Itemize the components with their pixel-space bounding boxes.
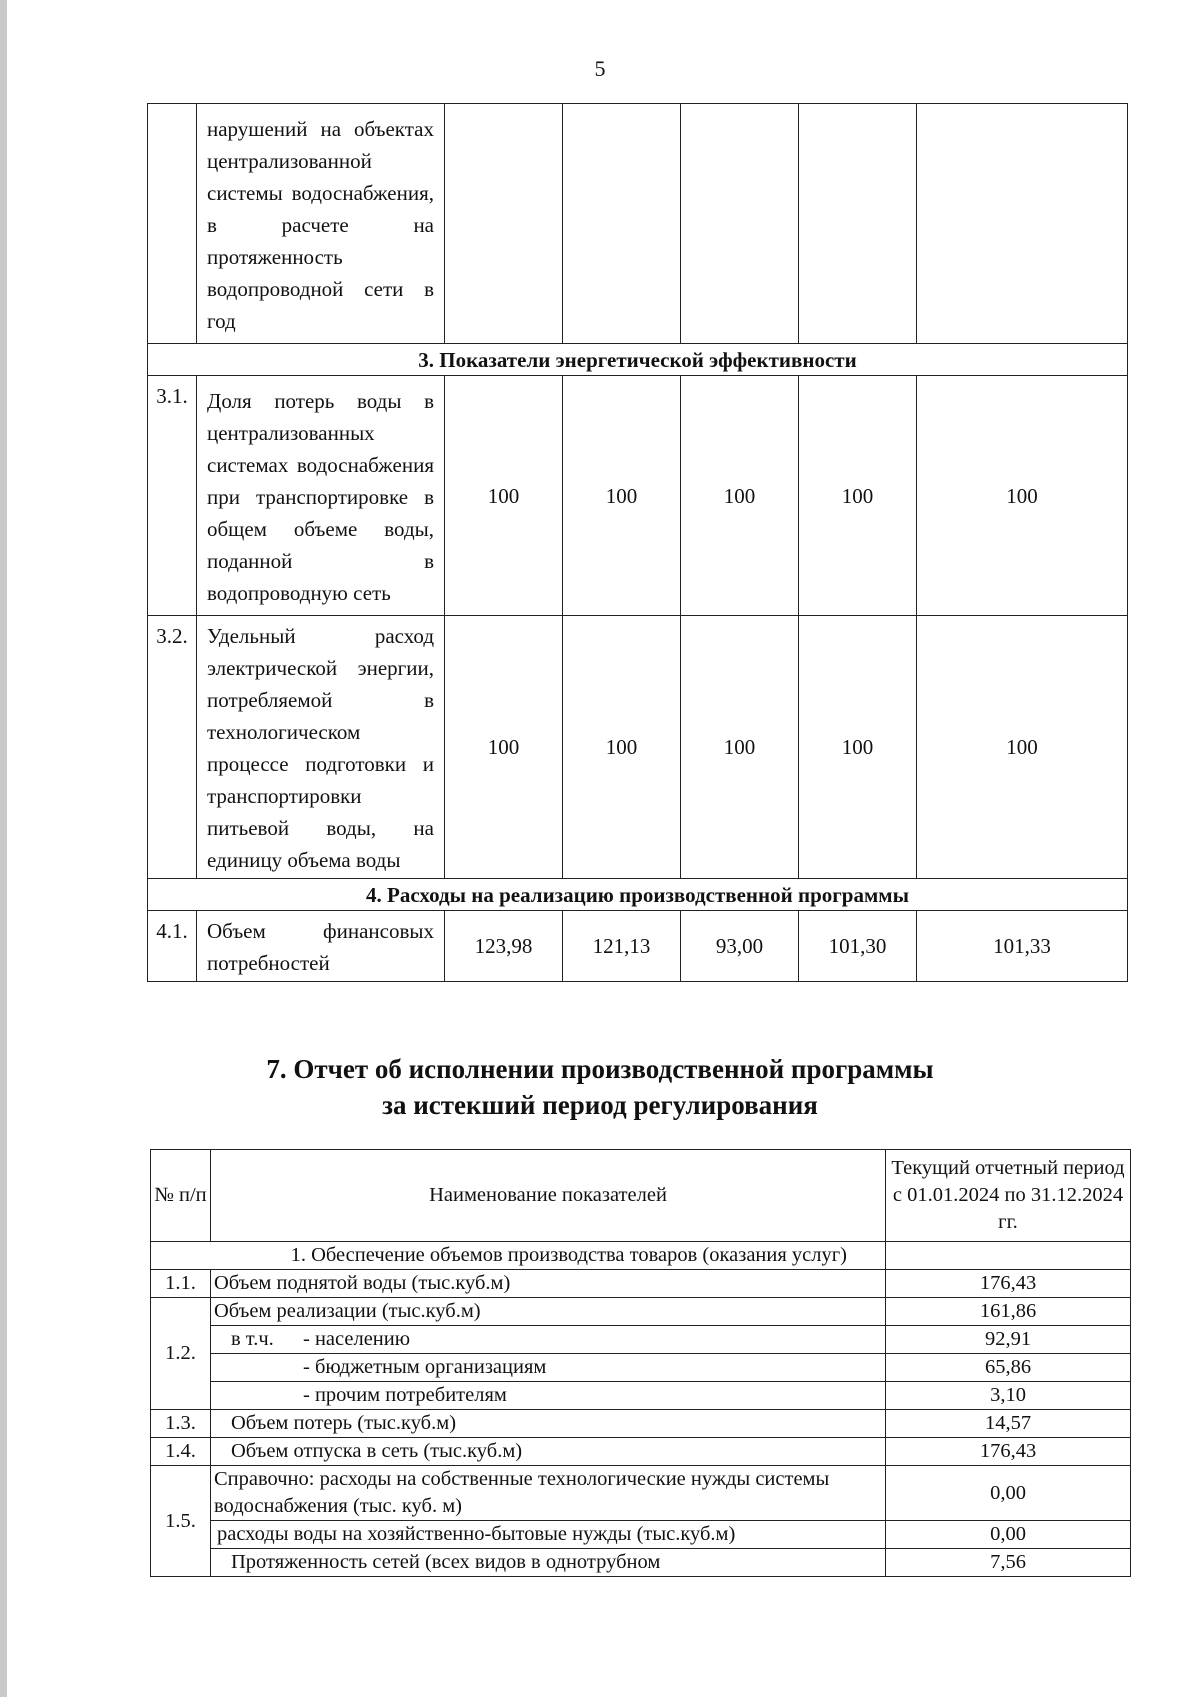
- header-name: Наименование показателей: [211, 1150, 886, 1242]
- value-cell: 100: [917, 376, 1128, 616]
- indicator-name: Объем поднятой воды (тыс.куб.м): [211, 1270, 886, 1298]
- section-title: 4. Расходы на реализацию производственной программы: [148, 879, 1128, 911]
- value-cell: [563, 104, 681, 344]
- row-number: 4.1.: [148, 911, 197, 982]
- table-row: [151, 1354, 1131, 1382]
- value-cell: [445, 104, 563, 344]
- indicator-name: Протяженность сетей (всех видов в однотрубном: [211, 1549, 886, 1577]
- indicators-table: [147, 103, 1128, 982]
- value-cell: 0,00: [886, 1466, 1131, 1521]
- value-cell: [917, 104, 1128, 344]
- group-title: 1. Обеспечение объемов производства товаров (оказания услуг): [151, 1242, 886, 1270]
- indicator-name: - прочим потребителям: [211, 1382, 886, 1410]
- row-number: 1.2.: [151, 1298, 211, 1410]
- table-row: [151, 1326, 1131, 1354]
- page-edge-shadow: [0, 0, 7, 1697]
- value-cell: 121,13: [563, 911, 681, 982]
- indicator-name: [211, 1326, 886, 1354]
- table-row: [148, 376, 1128, 616]
- table-row: [148, 104, 1128, 344]
- table-row: [151, 1549, 1131, 1577]
- value-cell: 176,43: [886, 1438, 1131, 1466]
- value-cell: 3,10: [886, 1382, 1131, 1410]
- value-cell: 100: [563, 376, 681, 616]
- value-cell: 14,57: [886, 1410, 1131, 1438]
- value-cell: 161,86: [886, 1298, 1131, 1326]
- value-cell: 123,98: [445, 911, 563, 982]
- table-row: [151, 1270, 1131, 1298]
- section-title: 3. Показатели энергетической эффективности: [148, 344, 1128, 376]
- indicator-name: Удельный расход электрической энергии, потребляемой в технологическом процессе подготовки и транспортировки питьевой воды, на единицу объема воды: [197, 616, 445, 879]
- row-number: 1.1.: [151, 1270, 211, 1298]
- indicator-name: Объем отпуска в сеть (тыс.куб.м): [211, 1438, 886, 1466]
- value-cell: 100: [681, 616, 799, 879]
- sub-item-name: - населению: [303, 1328, 411, 1350]
- value-cell: 0,00: [886, 1521, 1131, 1549]
- table-row: [148, 616, 1128, 879]
- value-cell: 100: [563, 616, 681, 879]
- value-cell: 100: [799, 376, 917, 616]
- indicator-name: нарушений на объектах централизованной системы водоснабжения, в расчете на протяженность водопроводной сети в год: [197, 104, 445, 344]
- section-row: [148, 879, 1128, 911]
- table-row: [148, 911, 1128, 982]
- value-cell: 101,33: [917, 911, 1128, 982]
- value-cell: 100: [445, 616, 563, 879]
- table-row: [151, 1410, 1131, 1438]
- table-row: [151, 1466, 1131, 1521]
- value-cell: [799, 104, 917, 344]
- indicator-name: расходы воды на хозяйственно-бытовые нужды (тыс.куб.м): [211, 1521, 886, 1549]
- header-num: № п/п: [151, 1150, 211, 1242]
- table-row: [151, 1438, 1131, 1466]
- value-cell: 100: [917, 616, 1128, 879]
- value-cell: 176,43: [886, 1270, 1131, 1298]
- table-row: [151, 1382, 1131, 1410]
- value-cell: [886, 1242, 1131, 1270]
- value-cell: [681, 104, 799, 344]
- sub-label: в т.ч.: [231, 1328, 274, 1350]
- row-number: 1.4.: [151, 1438, 211, 1466]
- table-row: [151, 1298, 1131, 1326]
- indicator-name: - бюджетным организациям: [211, 1354, 886, 1382]
- row-number: 3.2.: [148, 616, 197, 879]
- header-row: [151, 1150, 1131, 1242]
- indicator-name: Объем потерь (тыс.куб.м): [211, 1410, 886, 1438]
- row-number: 3.1.: [148, 376, 197, 616]
- page-number: 5: [594, 56, 606, 81]
- value-cell: 100: [445, 376, 563, 616]
- table-row: [151, 1521, 1131, 1549]
- report-table: [150, 1149, 1131, 1577]
- group-row: [151, 1242, 1131, 1270]
- header-period: Текущий отчетный период с 01.01.2024 по 31.12.2024 гг.: [886, 1150, 1131, 1242]
- row-number: 1.3.: [151, 1410, 211, 1438]
- indicator-name: Справочно: расходы на собственные технологические нужды системы водоснабжения (тыс. куб. м): [211, 1466, 886, 1521]
- section-heading-line-2: за истекший период регулирования: [382, 1090, 818, 1120]
- indicator-name: Объем реализации (тыс.куб.м): [211, 1298, 886, 1326]
- section-heading-line-1: 7. Отчет об исполнении производственной программы: [266, 1054, 934, 1084]
- indicator-name: Доля потерь воды в централизованных системах водоснабжения при транспортировке в общем объеме воды, поданной в водопроводную сеть: [197, 376, 445, 616]
- value-cell: 100: [681, 376, 799, 616]
- row-number: [148, 104, 197, 344]
- value-cell: 101,30: [799, 911, 917, 982]
- value-cell: 65,86: [886, 1354, 1131, 1382]
- value-cell: 93,00: [681, 911, 799, 982]
- section-row: [148, 344, 1128, 376]
- row-number: 1.5.: [151, 1466, 211, 1577]
- value-cell: 92,91: [886, 1326, 1131, 1354]
- value-cell: 100: [799, 616, 917, 879]
- value-cell: 7,56: [886, 1549, 1131, 1577]
- indicator-name: Объем финансовых потребностей: [197, 911, 445, 982]
